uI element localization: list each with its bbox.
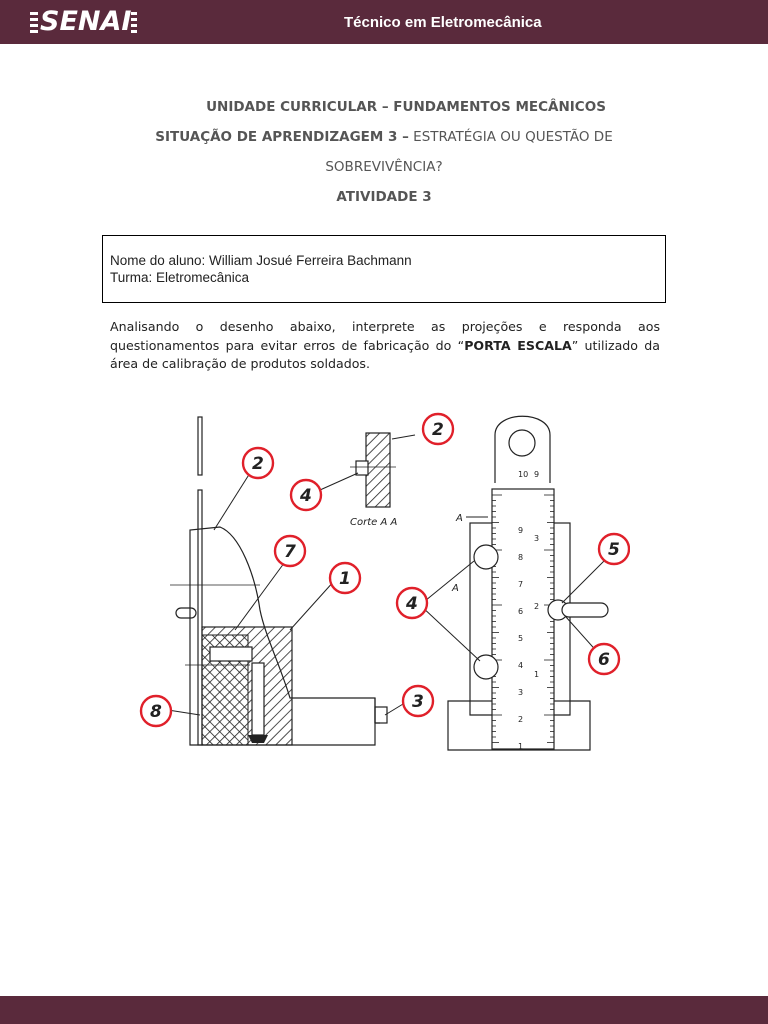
ruler-number: 1 <box>518 742 524 751</box>
section-aa-body <box>366 433 390 507</box>
pin-hole-upper <box>474 545 498 569</box>
front-view <box>448 416 608 751</box>
document-titles <box>0 92 768 212</box>
ruler-number: 5 <box>518 634 524 643</box>
student-class: Turma: Eletromecânica <box>110 270 250 285</box>
svg-text:1: 1 <box>339 569 351 589</box>
ruler-number: 3 <box>518 688 524 697</box>
callout-2a <box>243 448 273 478</box>
ruler-number: 8 <box>518 553 524 562</box>
callout-4b <box>397 588 427 618</box>
svg-text:7: 7 <box>284 542 296 562</box>
section-marker-lower: A <box>452 583 459 594</box>
situation-title-bold: SITUAÇÃO DE APRENDIZAGEM 3 – <box>155 129 409 145</box>
logo-lines-left <box>30 12 38 33</box>
knob-handle <box>562 603 608 617</box>
callout-7 <box>275 536 305 566</box>
student-info-box <box>102 235 666 303</box>
senai-logo <box>30 6 139 38</box>
side-pin <box>176 608 196 618</box>
scale-strip <box>198 490 202 745</box>
intro-text-bold: PORTA ESCALA <box>464 337 572 353</box>
student-name: Nome do aluno: William Josué Ferreira Bachmann <box>110 253 412 268</box>
unit-title: UNIDADE CURRICULAR – FUNDAMENTOS MECÂNICOS <box>206 99 606 115</box>
intro-text-after: ” utilizado da área de calibração de produtos soldados. <box>110 337 661 371</box>
ruler-number: 4 <box>518 661 524 670</box>
brand-text: SENAI <box>40 6 132 37</box>
ruler-number: 2 <box>518 715 524 724</box>
svg-text:8: 8 <box>150 702 162 722</box>
ruler-number: 9 <box>518 526 524 535</box>
course-title: Técnico em Eletromecânica <box>344 14 542 31</box>
top-scale-number: 9 <box>534 470 540 479</box>
technical-drawing <box>130 405 630 755</box>
section-marker-upper: A <box>456 513 463 524</box>
logo-lines-right <box>131 12 137 33</box>
callout-3 <box>403 686 433 716</box>
svg-text:5: 5 <box>608 540 620 560</box>
ruler-number-right: 2 <box>534 602 540 611</box>
section-label: Corte A A <box>350 517 398 528</box>
header-bar <box>0 0 768 44</box>
activity-title: ATIVIDADE 3 <box>336 189 432 205</box>
section-aa-view <box>350 433 397 528</box>
intro-text-before: Analisando o desenho abaixo, interprete as projeções e responda aos questionamentos para evitar erros de fabricação do “ <box>110 319 660 353</box>
callout-2b <box>423 414 453 444</box>
hanger-hole <box>509 430 535 456</box>
svg-text:4: 4 <box>300 486 312 506</box>
situation-title <box>0 122 768 152</box>
callout-8 <box>141 696 171 726</box>
ruler-number-right: 1 <box>534 670 540 679</box>
situation-title-line2: SOBREVIVÊNCIA? <box>325 159 443 175</box>
ruler-number: 6 <box>518 607 524 616</box>
svg-text:4: 4 <box>406 594 418 614</box>
intro-paragraph <box>110 318 660 374</box>
ruler-number-right: 3 <box>534 534 540 543</box>
svg-text:2: 2 <box>432 420 444 440</box>
ruler-number: 7 <box>518 580 524 589</box>
svg-text:6: 6 <box>598 650 610 670</box>
top-scale-number: 10 <box>518 470 529 479</box>
footer-bar <box>0 996 768 1024</box>
callout-6 <box>589 644 619 674</box>
svg-text:3: 3 <box>412 692 424 712</box>
screw-shank <box>252 663 264 735</box>
pin-slot <box>210 647 252 661</box>
scale-strip-top <box>198 417 202 475</box>
svg-text:2: 2 <box>252 454 264 474</box>
situation-title-rest: ESTRATÉGIA OU QUESTÃO DE <box>408 129 613 145</box>
callout-5 <box>599 534 629 564</box>
callout-4a <box>291 480 321 510</box>
callout-1 <box>330 563 360 593</box>
